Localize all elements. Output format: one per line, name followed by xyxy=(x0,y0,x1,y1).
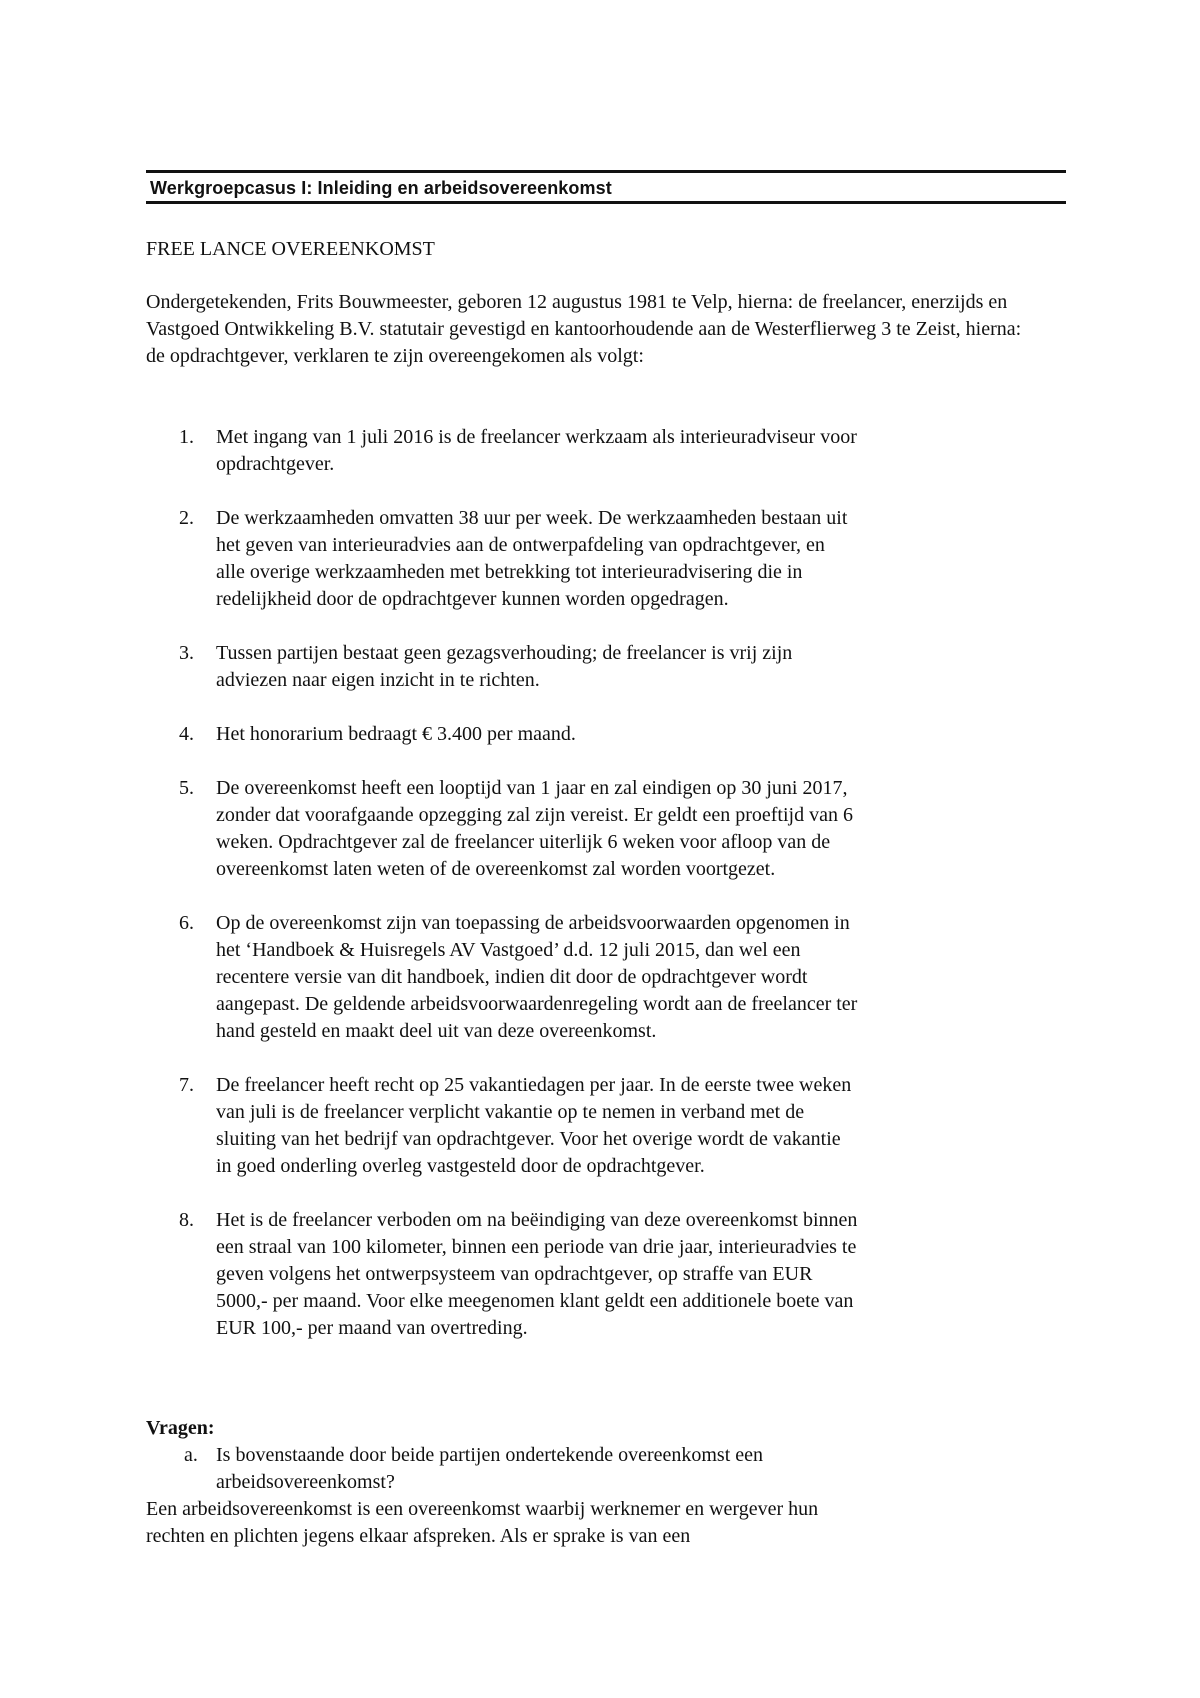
article-number: 5. xyxy=(179,777,194,799)
article-line: redelijkheid door de opdrachtgever kunnen worden opgedragen. xyxy=(216,588,729,610)
article-text xyxy=(216,640,1046,694)
article-item xyxy=(146,1072,1046,1180)
article-text xyxy=(216,775,1046,883)
article-number: 1. xyxy=(179,426,194,448)
article-line: Het honorarium bedraagt € 3.400 per maand. xyxy=(216,723,576,745)
article-line: De overeenkomst heeft een looptijd van 1 jaar en zal eindigen op 30 juni 2017, xyxy=(216,777,848,799)
article-item xyxy=(146,1207,1046,1342)
article-line: een straal van 100 kilometer, binnen een periode van drie jaar, interieuradvies te xyxy=(216,1236,857,1258)
article-text xyxy=(216,910,1046,1045)
article-line: EUR 100,- per maand van overtreding. xyxy=(216,1317,528,1339)
article-text xyxy=(216,1072,1046,1180)
article-line: overeenkomst laten weten of de overeenkomst zal worden voortgezet. xyxy=(216,858,776,880)
question-letter: a. xyxy=(184,1444,198,1466)
article-line: De werkzaamheden omvatten 38 uur per week. De werkzaamheden bestaan uit xyxy=(216,507,848,529)
article-text xyxy=(216,1207,1046,1342)
question-line: Is bovenstaande door beide partijen ondertekende overeenkomst een xyxy=(216,1444,764,1466)
article-item xyxy=(146,640,1046,694)
article-line: hand gesteld en maakt deel uit van deze overeenkomst. xyxy=(216,1020,657,1042)
article-line: van juli is de freelancer verplicht vakantie op te nemen in verband met de xyxy=(216,1101,805,1123)
article-number: 2. xyxy=(179,507,194,529)
article-text xyxy=(216,505,1046,613)
articles-list xyxy=(146,424,1046,1369)
article-line: aangepast. De geldende arbeidsvoorwaardenregeling wordt aan de freelancer ter xyxy=(216,993,858,1015)
article-line: alle overige werkzaamheden met betrekking tot interieuradvisering die in xyxy=(216,561,803,583)
article-text xyxy=(216,424,1046,478)
question-item xyxy=(146,1442,1046,1496)
article-number: 6. xyxy=(179,912,194,934)
article-number: 7. xyxy=(179,1074,194,1096)
article-line: 5000,- per maand. Voor elke meegenomen klant geldt een additionele boete van xyxy=(216,1290,854,1312)
article-line: sluiting van het bedrijf van opdrachtgever. Voor het overige wordt de vakantie xyxy=(216,1128,841,1150)
article-line: geven volgens het ontwerpsysteem van opdrachtgever, op straffe van EUR xyxy=(216,1263,813,1285)
article-number: 8. xyxy=(179,1209,194,1231)
article-number: 4. xyxy=(179,723,194,745)
article-line: Tussen partijen bestaat geen gezagsverhouding; de freelancer is vrij zijn xyxy=(216,642,793,664)
article-item xyxy=(146,775,1046,883)
article-line: het ‘Handboek & Huisregels AV Vastgoed’ d.d. 12 juli 2015, dan wel een xyxy=(216,939,801,961)
questions-heading: Vragen: xyxy=(146,1417,215,1439)
article-line: in goed onderling overleg vastgesteld door de opdrachtgever. xyxy=(216,1155,705,1177)
article-item xyxy=(146,424,1046,478)
answer-line: Een arbeidsovereenkomst is een overeenkomst waarbij werknemer en wergever hun xyxy=(146,1498,819,1520)
article-line: weken. Opdrachtgever zal de freelancer uiterlijk 6 weken voor afloop van de xyxy=(216,831,831,853)
article-line: Het is de freelancer verboden om na beëindiging van deze overeenkomst binnen xyxy=(216,1209,858,1231)
article-line: De freelancer heeft recht op 25 vakantiedagen per jaar. In de eerste twee weken xyxy=(216,1074,852,1096)
header-bar xyxy=(146,170,1066,204)
article-line: Op de overeenkomst zijn van toepassing de arbeidsvoorwaarden opgenomen in xyxy=(216,912,850,934)
answer-line: rechten en plichten jegens elkaar afspreken. Als er sprake is van een xyxy=(146,1525,691,1547)
article-item xyxy=(146,910,1046,1045)
intro-paragraph: Ondergetekenden, Frits Bouwmeester, geboren 12 augustus 1981 te Velp, hierna: de freelancer, enerzijds en Vastgoed Ontwikkeling B.V. statutair gevestigd en kantoorhoudende aan de Westerflierweg 3 te Zeist, hierna: de opdrachtgever, verklaren te zijn overeengekomen als volgt: xyxy=(146,291,1022,367)
article-text xyxy=(216,721,1046,748)
article-line: adviezen naar eigen inzicht in te richten. xyxy=(216,669,540,691)
article-line: Met ingang van 1 juli 2016 is de freelancer werkzaam als interieuradviseur voor xyxy=(216,426,857,448)
article-line: het geven van interieuradvies aan de ontwerpafdeling van opdrachtgever, en xyxy=(216,534,825,556)
article-item xyxy=(146,721,1046,748)
header-title: Werkgroepcasus I: Inleiding en arbeidsovereenkomst xyxy=(150,178,612,198)
article-line: recentere versie van dit handboek, indien dit door de opdrachtgever wordt xyxy=(216,966,808,988)
article-item xyxy=(146,505,1046,613)
article-line: zonder dat voorafgaande opzegging zal zijn vereist. Er geldt een proeftijd van 6 xyxy=(216,804,853,826)
article-line: opdrachtgever. xyxy=(216,453,335,475)
answer-paragraph xyxy=(146,1496,986,1550)
article-number: 3. xyxy=(179,642,194,664)
question-line: arbeidsovereenkomst? xyxy=(216,1471,395,1493)
document-title: FREE LANCE OVEREENKOMST xyxy=(146,238,435,260)
